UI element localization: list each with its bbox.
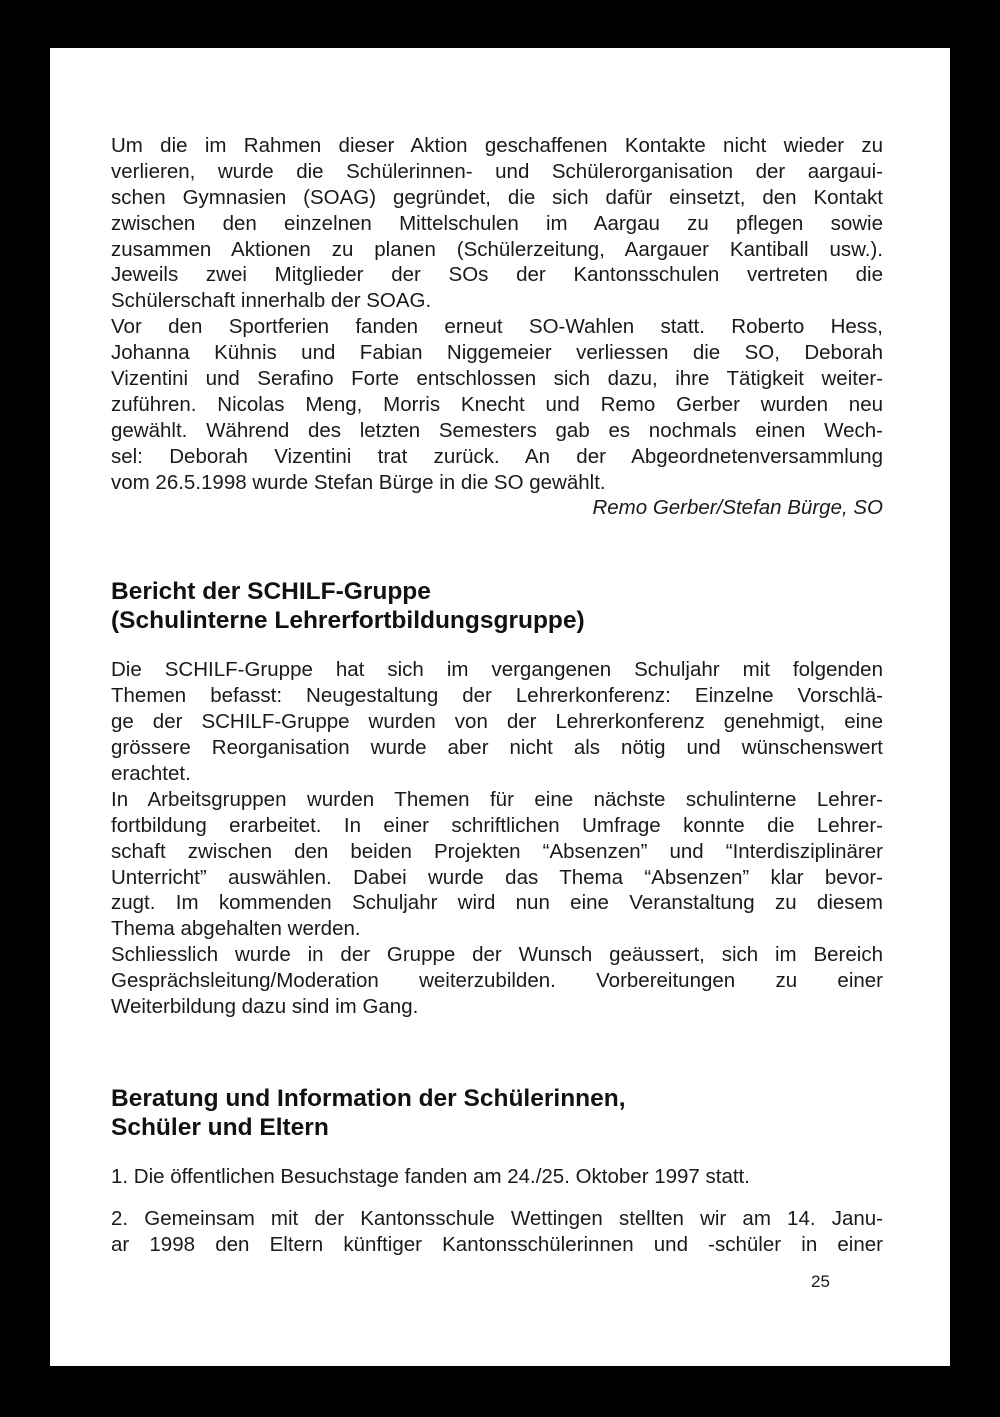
- page-content: [111, 133, 883, 1291]
- text-line: grössere Reorganisation wurde aber nicht als nötig und wünschenswert: [111, 736, 883, 760]
- text-line: 1. Die öffentlichen Besuchstage fanden am 24./25. Oktober 1997 statt.: [111, 1164, 750, 1188]
- text-line: vom 26.5.1998 wurde Stefan Bürge in die SO gewählt.: [111, 470, 606, 494]
- text-line: Die SCHILF-Gruppe hat sich im vergangenen Schuljahr mit folgenden: [111, 658, 883, 682]
- text-line: Weiterbildung dazu sind im Gang.: [111, 994, 419, 1018]
- text-line: Schliesslich wurde in der Gruppe der Wunsch geäussert, sich im Bereich: [111, 943, 883, 967]
- list-item-1: [111, 1164, 883, 1190]
- text-line: zugt. Im kommenden Schuljahr wird nun eine Veranstaltung zu diesem: [111, 891, 883, 915]
- text-line: 2. Gemeinsam mit der Kantonsschule Wettingen stellten wir am 14. Janu-: [111, 1206, 883, 1230]
- text-line: ar 1998 den Eltern künftiger Kantonsschülerinnen und -schüler in einer: [111, 1232, 883, 1256]
- text-line: Johanna Kühnis und Fabian Niggemeier verliessen die SO, Deborah: [111, 341, 883, 365]
- text-line: schen Gymnasien (SOAG) gegründet, die sich dafür einsetzt, den Kontakt: [111, 185, 883, 209]
- heading-line: Bericht der SCHILF-Gruppe: [111, 578, 431, 606]
- text-line: Thema abgehalten werden.: [111, 917, 361, 941]
- text-line: Themen befasst: Neugestaltung der Lehrerkonferenz: Einzelne Vorschlä-: [111, 684, 883, 708]
- text-line: sel: Deborah Vizentini trat zurück. An der Abgeordnetenversammlung: [111, 444, 883, 468]
- text-line: Unterricht” auswählen. Dabei wurde das Thema “Absenzen” klar bevor-: [111, 865, 883, 889]
- text-line: verlieren, wurde die Schülerinnen- und Schülerorganisation der aargaui-: [111, 159, 883, 183]
- section-heading-schilf: [111, 577, 883, 635]
- text-line: schaft zwischen den beiden Projekten “Absenzen” und “Interdisziplinärer: [111, 839, 883, 863]
- heading-line: Schüler und Eltern: [111, 1113, 329, 1141]
- text-line: gewählt. Während des letzten Semesters gab es nochmals einen Wech-: [111, 418, 883, 442]
- text-line: fortbildung erarbeitet. In einer schriftlichen Umfrage konnte die Lehrer-: [111, 813, 883, 837]
- heading-line: (Schulinterne Lehrerfortbildungsgruppe): [111, 607, 585, 635]
- document-page: [50, 48, 950, 1366]
- section-heading-beratung: [111, 1084, 883, 1142]
- text-line: Schülerschaft innerhalb der SOAG.: [111, 289, 432, 313]
- schilf-report-paragraph: [111, 657, 883, 1019]
- text-line: zwischen den einzelnen Mittelschulen im Aargau zu pflegen sowie: [111, 211, 883, 235]
- page-number: 25: [811, 1271, 830, 1291]
- text-line: erachtet.: [111, 761, 191, 785]
- text-line: ge der SCHILF-Gruppe wurden von der Lehrerkonferenz genehmigt, eine: [111, 710, 883, 734]
- so-report-paragraph: [111, 133, 883, 495]
- author-signature: Remo Gerber/Stefan Bürge, SO: [592, 496, 883, 520]
- text-line: Vizentini und Serafino Forte entschlossen sich dazu, ihre Tätigkeit weiter-: [111, 367, 883, 391]
- text-line: Gesprächsleitung/Moderation weiterzubilden. Vorbereitungen zu einer: [111, 969, 883, 993]
- text-line: zusammen Aktionen zu planen (Schülerzeitung, Aargauer Kantiball usw.).: [111, 237, 883, 261]
- text-line: zuführen. Nicolas Meng, Morris Knecht und Remo Gerber wurden neu: [111, 392, 883, 416]
- text-line: Jeweils zwei Mitglieder der SOs der Kantonsschulen vertreten die: [111, 263, 883, 287]
- list-item-2: [111, 1206, 883, 1258]
- heading-line: Beratung und Information der Schülerinnen,: [111, 1084, 626, 1112]
- text-line: In Arbeitsgruppen wurden Themen für eine nächste schulinterne Lehrer-: [111, 787, 883, 811]
- text-line: Vor den Sportferien fanden erneut SO-Wahlen statt. Roberto Hess,: [111, 315, 883, 339]
- text-line: Um die im Rahmen dieser Aktion geschaffenen Kontakte nicht wieder zu: [111, 134, 883, 157]
